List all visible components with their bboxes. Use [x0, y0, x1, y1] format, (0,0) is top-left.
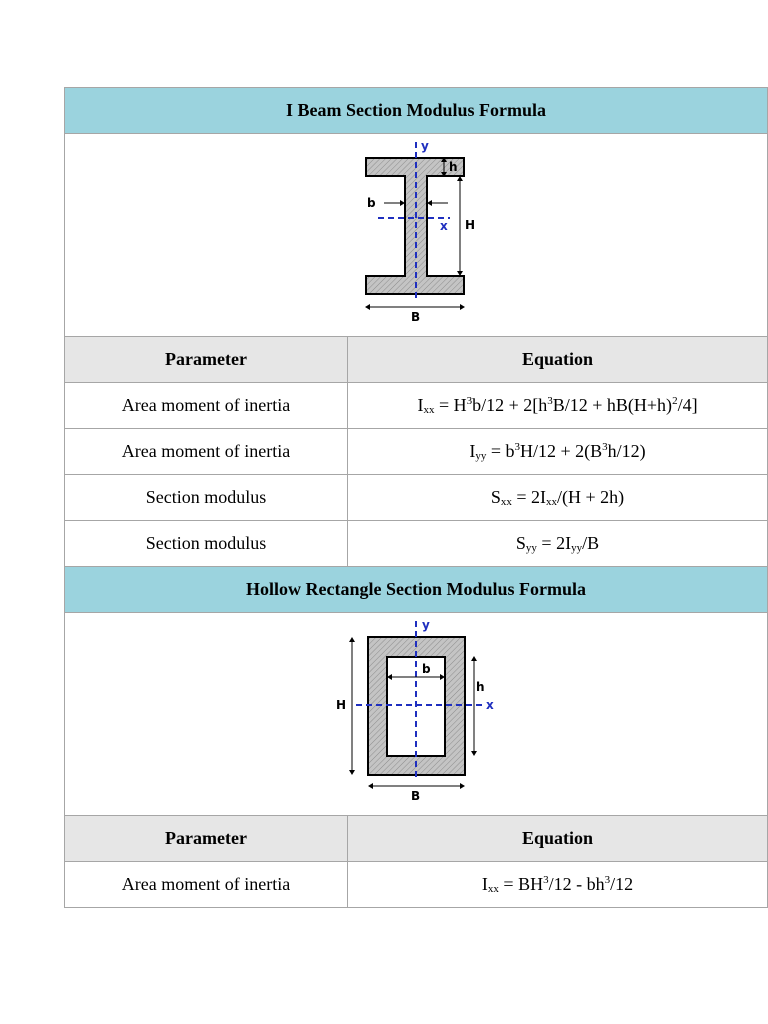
- table-row: [65, 429, 768, 475]
- ibeam-title: I Beam Section Modulus Formula: [65, 88, 768, 134]
- row-equation: $I_{xx} = H^3b/12 + 2[h^3B/12 + hB(H+h)^2/4]$: [348, 383, 768, 429]
- arrow-icon: [460, 304, 465, 310]
- ibeam-label-h: h: [449, 160, 458, 174]
- hollow-header-row: [65, 816, 768, 862]
- ibeam-figure-row: [65, 134, 768, 337]
- ibeam-label-H: H: [465, 218, 476, 232]
- arrow-icon: [471, 751, 477, 756]
- row-equation: $S_{yy} = 2I_{yy}/B$: [348, 521, 768, 567]
- table-row: [65, 521, 768, 567]
- table-row: [65, 383, 768, 429]
- hollow-title-row: [65, 567, 768, 613]
- table-row: [65, 475, 768, 521]
- hollow-header-equation: Equation: [348, 816, 768, 862]
- ibeam-header-parameter: Parameter: [65, 337, 348, 383]
- hollow-header-parameter: Parameter: [65, 816, 348, 862]
- hollow-label-x: x: [486, 698, 494, 712]
- hollow-label-B: B: [411, 789, 421, 803]
- ibeam-figure-cell: [65, 134, 768, 337]
- arrow-icon: [365, 304, 370, 310]
- row-parameter: Area moment of inertia: [65, 429, 348, 475]
- row-parameter: Area moment of inertia: [65, 383, 348, 429]
- hollow-label-b: b: [422, 662, 431, 676]
- table-row: [65, 862, 768, 908]
- ibeam-header-row: [65, 337, 768, 383]
- arrow-icon: [349, 637, 355, 642]
- hollow-figure-cell: [65, 613, 768, 816]
- hollow-label-h: h: [476, 680, 485, 694]
- ibeam-diagram: [336, 140, 496, 330]
- ibeam-header-equation: Equation: [348, 337, 768, 383]
- arrow-icon: [368, 783, 373, 789]
- row-equation: $I_{yy} = b^3H/12 + 2(B^3h/12)$: [348, 429, 768, 475]
- hollow-label-H: H: [336, 698, 347, 712]
- arrow-icon: [349, 770, 355, 775]
- ibeam-label-B: B: [411, 310, 421, 324]
- hollow-title: Hollow Rectangle Section Modulus Formula: [65, 567, 768, 613]
- row-equation: $S_{xx} = 2I_{xx}/(H + 2h)$: [348, 475, 768, 521]
- ibeam-label-y: y: [421, 140, 429, 153]
- hollow-figure-row: [65, 613, 768, 816]
- hollow-rectangle-diagram: [326, 619, 506, 809]
- ibeam-label-x: x: [440, 219, 448, 233]
- formula-table: [64, 87, 768, 908]
- row-equation: $I_{xx} = BH^3/12 - bh^3/12$: [348, 862, 768, 908]
- row-parameter: Section modulus: [65, 475, 348, 521]
- ibeam-label-b: b: [367, 196, 376, 210]
- arrow-icon: [460, 783, 465, 789]
- row-parameter: Area moment of inertia: [65, 862, 348, 908]
- row-parameter: Section modulus: [65, 521, 348, 567]
- hollow-label-y: y: [422, 619, 430, 632]
- ibeam-title-row: [65, 88, 768, 134]
- arrow-icon: [471, 656, 477, 661]
